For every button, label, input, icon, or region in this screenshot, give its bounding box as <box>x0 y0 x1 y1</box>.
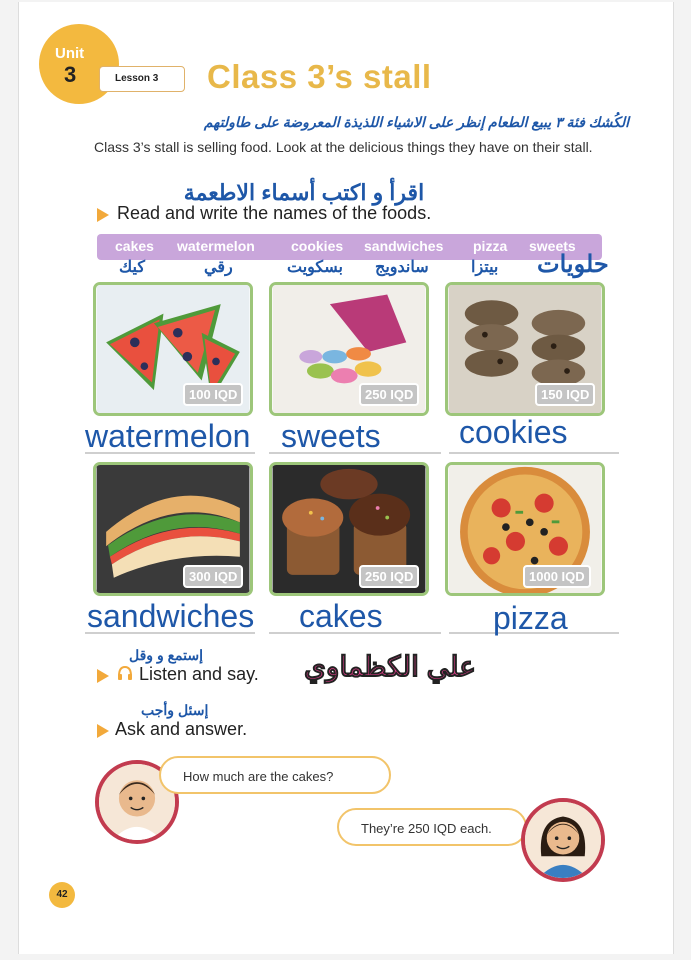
answer-handwritten: pizza <box>493 600 568 636</box>
word-bank-arabic: بيتزا <box>471 259 499 276</box>
answer-handwritten: sweets <box>281 418 381 454</box>
answer-handwritten: watermelon <box>85 418 251 454</box>
price-tag: 300 IQD <box>183 565 243 588</box>
textbook-page <box>18 2 674 954</box>
word-bank <box>97 234 602 260</box>
price-tag: 250 IQD <box>359 383 419 406</box>
girl-avatar <box>521 798 605 882</box>
activity1-instruction: Read and write the names of the foods. <box>117 203 432 223</box>
activity3-instruction: Ask and answer. <box>115 719 248 739</box>
word-bank-word: cakes <box>115 238 154 254</box>
intro-arabic-translation: الكُشك فئة ٣ يبيع الطعام إنظر على الاشياء اللذيذة المعروضة على طاولتهم <box>203 114 629 130</box>
word-bank-arabic: ساندويج <box>375 259 429 276</box>
word-bank-arabic: كيك <box>119 259 145 276</box>
intro-text: Class 3’s stall is selling food. Look at the delicious things they have on their stall. <box>94 139 593 155</box>
activity2-arabic-instruction: إستمع و وقل <box>129 647 203 663</box>
word-bank-word: watermelon <box>177 238 255 254</box>
lesson-label: Lesson 3 <box>115 73 159 84</box>
unit-badge <box>39 24 119 104</box>
page-number: 42 <box>49 882 75 908</box>
activity2-instruction: Listen and say. <box>139 664 259 684</box>
answer-handwritten: cookies <box>459 414 568 450</box>
word-bank-word: pizza <box>473 238 508 254</box>
instruction-arrow-icon <box>97 724 109 738</box>
price-tag: 1000 IQD <box>523 565 591 588</box>
unit-number: 3 <box>64 62 77 87</box>
handwritten-signature: علي الكظماوي <box>304 651 476 682</box>
unit-label: Unit <box>55 45 85 62</box>
instruction-arrow-icon <box>97 208 109 222</box>
answer-line <box>449 452 619 454</box>
word-bank-arabic: بسكويت <box>287 259 343 276</box>
activity1-arabic-instruction: اقرأ و اكتب أسماء الاطعمة <box>183 180 425 205</box>
headphones-icon <box>117 664 133 682</box>
answer-handwritten: sandwiches <box>87 598 255 634</box>
instruction-arrow-icon <box>97 669 109 683</box>
price-tag: 150 IQD <box>535 383 595 406</box>
answer-handwritten: cakes <box>299 598 383 634</box>
activity3-arabic-instruction: إسئل وأجب <box>141 702 209 718</box>
speech-bubble-answer: They’re 250 IQD each. <box>337 808 527 846</box>
word-bank-arabic: رقي <box>204 259 233 276</box>
speech-bubble-question: How much are the cakes? <box>159 756 391 794</box>
word-bank-word: sandwiches <box>364 238 444 254</box>
word-bank-word: cookies <box>291 238 344 254</box>
word-bank-arabic: حلويات <box>537 251 609 278</box>
word-bank-word: sweets <box>529 238 576 254</box>
page-title: Class 3’s stall <box>207 58 432 95</box>
price-tag: 250 IQD <box>359 565 419 588</box>
price-tag: 100 IQD <box>183 383 243 406</box>
